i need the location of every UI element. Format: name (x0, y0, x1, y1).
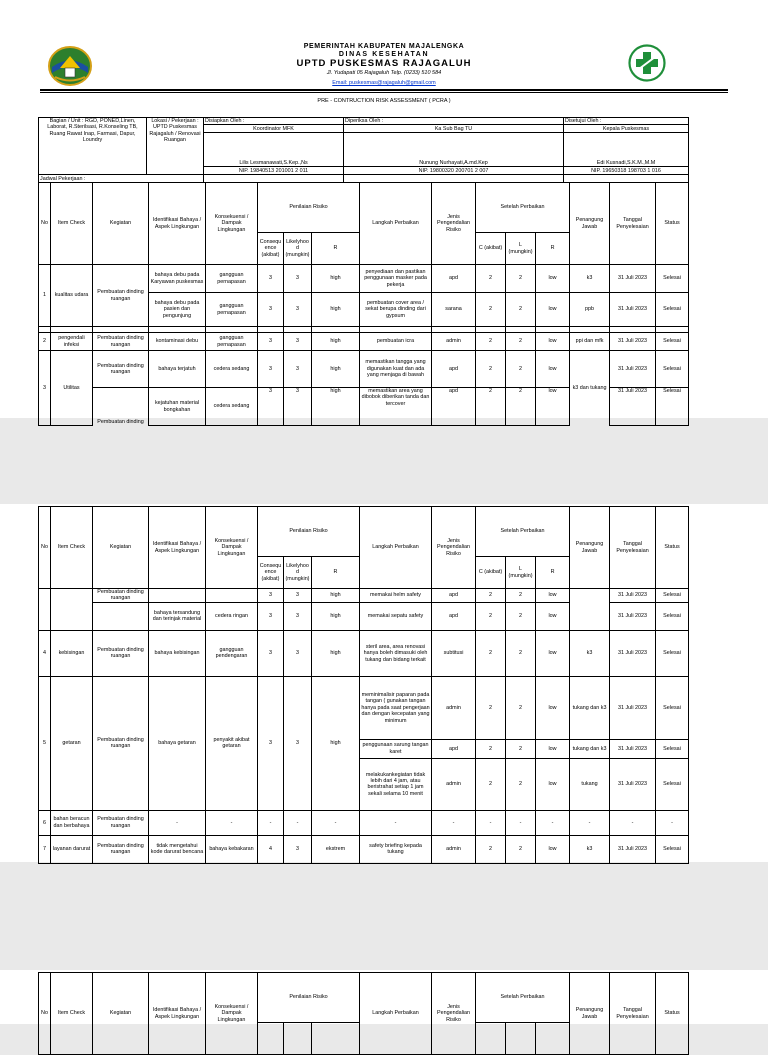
row-tanggal: 31 Juli 2023 (610, 589, 656, 603)
row-langkah: - (360, 810, 432, 835)
row-langkah: safety briefing kepada tukang (360, 835, 432, 863)
document-title: PRE - CONTRUCTION RISK ASSESSMENT ( PCRA ) (317, 98, 451, 104)
row-r-after: low (536, 602, 570, 630)
row-konsekuensi: gangguan pernapasan (206, 293, 258, 327)
row-status: Selesai (656, 293, 689, 327)
col-r: R (312, 557, 360, 589)
row-tanggal: 31 Juli 2023 (610, 676, 656, 739)
row-r-after: low (536, 630, 570, 676)
col-r-after: R (536, 233, 570, 265)
row-r: high (312, 630, 360, 676)
row-r: ekstrem (312, 835, 360, 863)
puskesmas-cross-icon (628, 44, 666, 82)
row-jenis: admin (432, 758, 476, 810)
col-tanggal: Tanggal Penyelesaian (610, 507, 656, 589)
row-l-after: - (506, 810, 536, 835)
row-l: 3 (284, 589, 312, 603)
row-status: Selesai (656, 758, 689, 810)
col-item-check: Item Check (51, 183, 93, 265)
row-status: Selesai (656, 265, 689, 293)
row-r-after: low (536, 351, 570, 388)
col-no: No (39, 183, 51, 265)
row-identifikasi: bahaya getaran (149, 676, 206, 810)
row-c-after: 2 (476, 676, 506, 739)
document-page-3 (0, 970, 768, 1024)
row-l-after: 2 (506, 739, 536, 758)
row-l-after: 2 (506, 333, 536, 351)
row-pj: k3 (570, 835, 610, 863)
prepared-by-label: Disiapkan Oleh : (204, 118, 344, 125)
approved-by-name: Edi Kusnadi,S.K.M.,M.M (564, 133, 689, 167)
row-item: getaran (51, 676, 93, 810)
row-r-after: - (536, 810, 570, 835)
row-tanggal: 31 Juli 2023 (610, 265, 656, 293)
row-c-after: - (476, 810, 506, 835)
row-konsekuensi: gangguan pendengaran (206, 630, 258, 676)
row-no: 1 (39, 265, 51, 327)
col-langkah: Langkah Perbaikan (360, 507, 432, 589)
row-r: high (312, 388, 360, 426)
header-address: Jl. Yudapati 05 Rajagaluh Telp. (0233) 510 584 (326, 70, 442, 76)
table-row (39, 265, 689, 293)
row-tanggal: 31 Juli 2023 (610, 602, 656, 630)
header-department: DINAS KESEHATAN (338, 51, 430, 58)
row-r: high (312, 676, 360, 810)
row-r: high (312, 333, 360, 351)
row-jenis: apd (432, 739, 476, 758)
row-langkah: memakai sepatu safety (360, 602, 432, 630)
approved-by-role: Kepala Puskesmas (564, 125, 689, 133)
col-identifikasi: Identifikasi Bahaya / Aspek Lingkungan (149, 183, 206, 265)
row-tanggal: 31 Juli 2023 (610, 333, 656, 351)
col-kegiatan: Kegiatan (93, 183, 149, 265)
col-r-after: R (536, 557, 570, 589)
row-jenis: apd (432, 351, 476, 388)
col-tanggal: Tanggal Penyelesaian (610, 973, 656, 1055)
col-likelihood: Likelyhood (mungkin) (284, 557, 312, 589)
approved-by-nip: NIP. 19650318 198703 1 016 (564, 167, 689, 175)
row-c-after: 2 (476, 602, 506, 630)
risk-table-page-3 (38, 972, 689, 1055)
row-tanggal: 31 Juli 2023 (610, 351, 656, 388)
row-pj: tukang dan k3 (570, 676, 610, 739)
col-kegiatan: Kegiatan (93, 973, 149, 1055)
table-row (39, 351, 689, 388)
col-c-after: C (akibat) (476, 557, 506, 589)
work-schedule-label: Jadwal Pekerjaan : (39, 175, 204, 183)
row-pj: ppi dan mfk (570, 333, 610, 351)
row-l: 3 (284, 351, 312, 388)
row-konsekuensi: cedera sedang (206, 351, 258, 388)
col-no: No (39, 507, 51, 589)
row-pj: k3 dan tukang (570, 351, 610, 426)
row-item: layanan darurat (51, 835, 93, 863)
row-identifikasi: tidak mengetahui kode darurat bencana (149, 835, 206, 863)
col-konsekuensi: Konsekuensi / Dampak Lingkungan (206, 507, 258, 589)
checked-by-label: Diperiksa Oleh : (344, 118, 564, 125)
row-konsekuensi: cedera ringan (206, 602, 258, 630)
col-likelihood: Likelyhood (mungkin) (284, 233, 312, 265)
row-no: 5 (39, 676, 51, 810)
row-l-after: 2 (506, 835, 536, 863)
row-status: Selesai (656, 676, 689, 739)
header-divider (40, 89, 728, 91)
row-r: high (312, 602, 360, 630)
row-konsekuensi: bahaya kebakaran (206, 835, 258, 863)
row-kegiatan: Pembuatan dinding ruangan (93, 630, 149, 676)
row-pj: - (570, 810, 610, 835)
col-tanggal: Tanggal Penyelesaian (610, 183, 656, 265)
row-r: high (312, 293, 360, 327)
col-l-after: L (mungkin) (506, 557, 536, 589)
row-konsekuensi: penyakit akibat getaran (206, 676, 258, 810)
row-kegiatan: Pembuatan dinding ruangan (93, 351, 149, 388)
row-status: Selesai (656, 589, 689, 603)
row-pj: k3 (570, 630, 610, 676)
row-langkah: memastikan tangga yang digunakan kuat dan ada yang menjaga di bawah (360, 351, 432, 388)
approval-table (38, 117, 689, 183)
approved-by-label: Disetujui Oleh : (564, 118, 689, 125)
row-pj: ppb (570, 293, 610, 327)
row-langkah: penyediaan dan pastikan penggunaan masker pada pekerja (360, 265, 432, 293)
row-langkah: penggunaan sarung tangan karet (360, 739, 432, 758)
col-langkah: Langkah Perbaikan (360, 183, 432, 265)
col-setelah-perbaikan: Setelah Perbaikan (476, 183, 570, 233)
document-page-1 (0, 0, 768, 426)
row-status: Selesai (656, 739, 689, 758)
row-status: Selesai (656, 602, 689, 630)
col-kegiatan: Kegiatan (93, 507, 149, 589)
col-r: R (312, 233, 360, 265)
row-l: 3 (284, 388, 312, 426)
row-c: 3 (258, 676, 284, 810)
row-l-after: 2 (506, 758, 536, 810)
row-r-after: low (536, 739, 570, 758)
row-konsekuensi: gangguan pernapasan (206, 333, 258, 351)
row-l-after: 2 (506, 293, 536, 327)
row-l-after: 2 (506, 265, 536, 293)
table-row (39, 676, 689, 739)
row-c: 3 (258, 351, 284, 388)
row-c: 3 (258, 602, 284, 630)
regency-emblem-icon (48, 46, 92, 86)
row-kegiatan: Pembuatan dinding (93, 388, 149, 426)
risk-table-page-2 (38, 506, 689, 864)
row-kegiatan: Pembuatan dinding ruangan (93, 333, 149, 351)
row-r: - (312, 810, 360, 835)
row-l: 3 (284, 265, 312, 293)
col-konsekuensi: Konsekuensi / Dampak Lingkungan (206, 973, 258, 1055)
row-tanggal: 31 Juli 2023 (610, 630, 656, 676)
row-no: 2 (39, 333, 51, 351)
col-penanggung-jawab: Penangung Jawab (570, 183, 610, 265)
row-konsekuensi: gangguan pernapasan (206, 265, 258, 293)
row-identifikasi: - (149, 810, 206, 835)
row-c: 3 (258, 388, 284, 426)
row-jenis: - (432, 810, 476, 835)
row-jenis: admin (432, 835, 476, 863)
row-item: pengendali infeksi (51, 333, 93, 351)
col-penanggung-jawab: Penangung Jawab (570, 507, 610, 589)
row-tanggal: 31 Juli 2023 (610, 835, 656, 863)
row-identifikasi: bahaya terjatuh (149, 351, 206, 388)
unit-cell: Bagian / Unit : RGD, PONED,Linen, Laborat, R.Sterilsasi, R.Konseling TB, Ruang Rawat Inap, Farmasi, Dapur, Loundry (39, 118, 147, 175)
row-kegiatan: Pembuatan dinding ruangan (93, 835, 149, 863)
row-status: Selesai (656, 388, 689, 426)
row-langkah: steril area, area renovasi hanya boleh dimasuki oleh tukang dan bidang terkait (360, 630, 432, 676)
table-row (39, 333, 689, 351)
row-r-after: low (536, 333, 570, 351)
row-c-after: 2 (476, 835, 506, 863)
row-l: 3 (284, 630, 312, 676)
row-no: 3 (39, 351, 51, 426)
row-no: 4 (39, 630, 51, 676)
row-status: Selesai (656, 333, 689, 351)
col-identifikasi: Identifikasi Bahaya / Aspek Lingkungan (149, 507, 206, 589)
row-item: kebisingan (51, 630, 93, 676)
row-l: 3 (284, 293, 312, 327)
header-email-link[interactable]: Email: puskesmas@rajagaluh@gmail.com (332, 80, 436, 86)
row-c: 3 (258, 589, 284, 603)
row-c-after: 2 (476, 630, 506, 676)
row-kegiatan: Pembuatan dinding ruangan (93, 676, 149, 810)
col-jenis: Jenis Pengendalian Risiko (432, 507, 476, 589)
row-c-after: 2 (476, 265, 506, 293)
row-tanggal: 31 Juli 2023 (610, 388, 656, 426)
row-c: 3 (258, 265, 284, 293)
row-c-after: 2 (476, 351, 506, 388)
col-setelah-perbaikan: Setelah Perbaikan (476, 507, 570, 557)
row-l-after: 2 (506, 602, 536, 630)
row-r-after: low (536, 589, 570, 603)
row-c-after: 2 (476, 589, 506, 603)
row-identifikasi: bahaya tersandung dan terinjak material (149, 602, 206, 630)
header-institution: UPTD PUSKESMAS RAJAGALUH (296, 58, 472, 69)
col-status: Status (656, 183, 689, 265)
row-l-after: 2 (506, 676, 536, 739)
row-c-after: 2 (476, 333, 506, 351)
row-jenis: apd (432, 602, 476, 630)
col-l-after: L (mungkin) (506, 233, 536, 265)
row-r-after: low (536, 676, 570, 739)
col-penanggung-jawab: Penangung Jawab (570, 973, 610, 1055)
row-r: high (312, 589, 360, 603)
row-jenis: subtitusi (432, 630, 476, 676)
row-identifikasi: bahaya debu pada Karyawan puskesmas (149, 265, 206, 293)
row-r-after: low (536, 293, 570, 327)
row-r-after: low (536, 388, 570, 426)
row-l: - (284, 810, 312, 835)
location-cell: Lokasi / Pekerjaan : UPTD Puskesmas Rajagaluh / Renovasi Ruangan (147, 118, 204, 175)
row-r-after: low (536, 835, 570, 863)
row-status: Selesai (656, 835, 689, 863)
table-row (39, 810, 689, 835)
row-c: 3 (258, 293, 284, 327)
col-jenis: Jenis Pengendalian Risiko (432, 973, 476, 1055)
col-consequence: Consequence (akibat) (258, 557, 284, 589)
row-c: 3 (258, 333, 284, 351)
header-government: PEMERINTAH KABUPATEN MAJALENGKA (303, 43, 465, 50)
row-l-after: 2 (506, 351, 536, 388)
row-r: high (312, 351, 360, 388)
col-konsekuensi: Konsekuensi / Dampak Lingkungan (206, 183, 258, 265)
col-jenis: Jenis Pengendalian Risiko (432, 183, 476, 265)
row-no: 7 (39, 835, 51, 863)
document-page-2 (0, 504, 768, 862)
row-tanggal: 31 Juli 2023 (610, 758, 656, 810)
row-tanggal: - (610, 810, 656, 835)
row-jenis: apd (432, 589, 476, 603)
row-identifikasi: bahaya debu pada pasien dan pengunjung (149, 293, 206, 327)
row-r: high (312, 265, 360, 293)
row-identifikasi: bahaya kebisingan (149, 630, 206, 676)
col-penilaian-risiko: Penilaian Risiko (258, 973, 360, 1023)
row-l: 3 (284, 602, 312, 630)
row-c-after: 2 (476, 739, 506, 758)
row-identifikasi: kontaminasi debu (149, 333, 206, 351)
row-kegiatan: Pembuatan dinding ruangan (93, 265, 149, 327)
col-consequence: Consequence (akibat) (258, 233, 284, 265)
checked-by-role: Ka Sub Bag TU (344, 125, 564, 133)
row-langkah: memastikan area yang dibobok diberikan tanda dan tercover (360, 388, 432, 426)
row-identifikasi: kejatuhan material bongkahan (149, 388, 206, 426)
row-pj: k3 (570, 265, 610, 293)
row-c-after: 2 (476, 388, 506, 426)
risk-table-page-1 (38, 182, 689, 426)
row-langkah: memakai helm safety (360, 589, 432, 603)
row-status: Selesai (656, 630, 689, 676)
row-status: - (656, 810, 689, 835)
row-no: 6 (39, 810, 51, 835)
table-row (39, 835, 689, 863)
row-c: 4 (258, 835, 284, 863)
col-c-after: C (akibat) (476, 233, 506, 265)
row-jenis: apd (432, 265, 476, 293)
row-kegiatan: Pembuatan dinding ruangan (93, 810, 149, 835)
col-status: Status (656, 973, 689, 1055)
col-penilaian-risiko: Penilaian Risiko (258, 183, 360, 233)
table-row (39, 589, 689, 603)
row-l: 3 (284, 835, 312, 863)
row-item: bahan beracun dan berbahaya (51, 810, 93, 835)
col-langkah: Langkah Perbaikan (360, 973, 432, 1055)
col-no: No (39, 973, 51, 1055)
row-r-after: low (536, 758, 570, 810)
row-status: Selesai (656, 351, 689, 388)
row-langkah: pembuatan cover area / sekat berupa dinding dari gypsum (360, 293, 432, 327)
table-row (39, 630, 689, 676)
row-tanggal: 31 Juli 2023 (610, 293, 656, 327)
row-langkah: melakukankegiatan tidak lebih dari 4 jam, atau beristrahat setiap 1 jam sekali selama 10 menit (360, 758, 432, 810)
row-konsekuensi: - (206, 810, 258, 835)
row-c: - (258, 810, 284, 835)
row-c-after: 2 (476, 293, 506, 327)
row-jenis: sarana (432, 293, 476, 327)
row-konsekuensi: cedera sedang (206, 388, 258, 426)
col-item-check: Item Check (51, 973, 93, 1055)
checked-by-name: Nunung Nurhayati,A.md.Kep (344, 133, 564, 167)
row-c-after: 2 (476, 758, 506, 810)
row-kegiatan: Pembuatan dinding ruangan (93, 589, 149, 603)
row-l-after: 2 (506, 589, 536, 603)
row-pj: tukang dan k3 (570, 739, 610, 758)
row-item: kualitas udara (51, 265, 93, 327)
header-divider-thin (40, 92, 728, 93)
row-l-after: 2 (506, 388, 536, 426)
row-l: 3 (284, 676, 312, 810)
row-jenis: apd (432, 388, 476, 426)
col-setelah-perbaikan: Setelah Perbaikan (476, 973, 570, 1023)
prepared-by-nip: NIP. 19840513 201001 2 011 (204, 167, 344, 175)
row-jenis: admin (432, 333, 476, 351)
prepared-by-role: Koordinator MFK (204, 125, 344, 133)
row-item: Utilitas (51, 351, 93, 426)
row-langkah: meminimalisir paparan pada tangan ( gunakan tangan hanya pada saat pengerjaan dan dengan kecepatan yang minimum (360, 676, 432, 739)
col-identifikasi: Identifikasi Bahaya / Aspek Lingkungan (149, 973, 206, 1055)
col-status: Status (656, 507, 689, 589)
row-tanggal: 31 Juli 2023 (610, 739, 656, 758)
col-penilaian-risiko: Penilaian Risiko (258, 507, 360, 557)
row-l-after: 2 (506, 630, 536, 676)
row-l: 3 (284, 333, 312, 351)
row-pj: tukang (570, 758, 610, 810)
row-c: 3 (258, 630, 284, 676)
checked-by-nip: NIP. 19800320 200701 2 007 (344, 167, 564, 175)
col-item-check: Item Check (51, 507, 93, 589)
prepared-by-name: Lilis Lesmanawati,S.Kep.,Ns (204, 133, 344, 167)
row-jenis: admin (432, 676, 476, 739)
row-r-after: low (536, 265, 570, 293)
row-langkah: pembuatan icra (360, 333, 432, 351)
